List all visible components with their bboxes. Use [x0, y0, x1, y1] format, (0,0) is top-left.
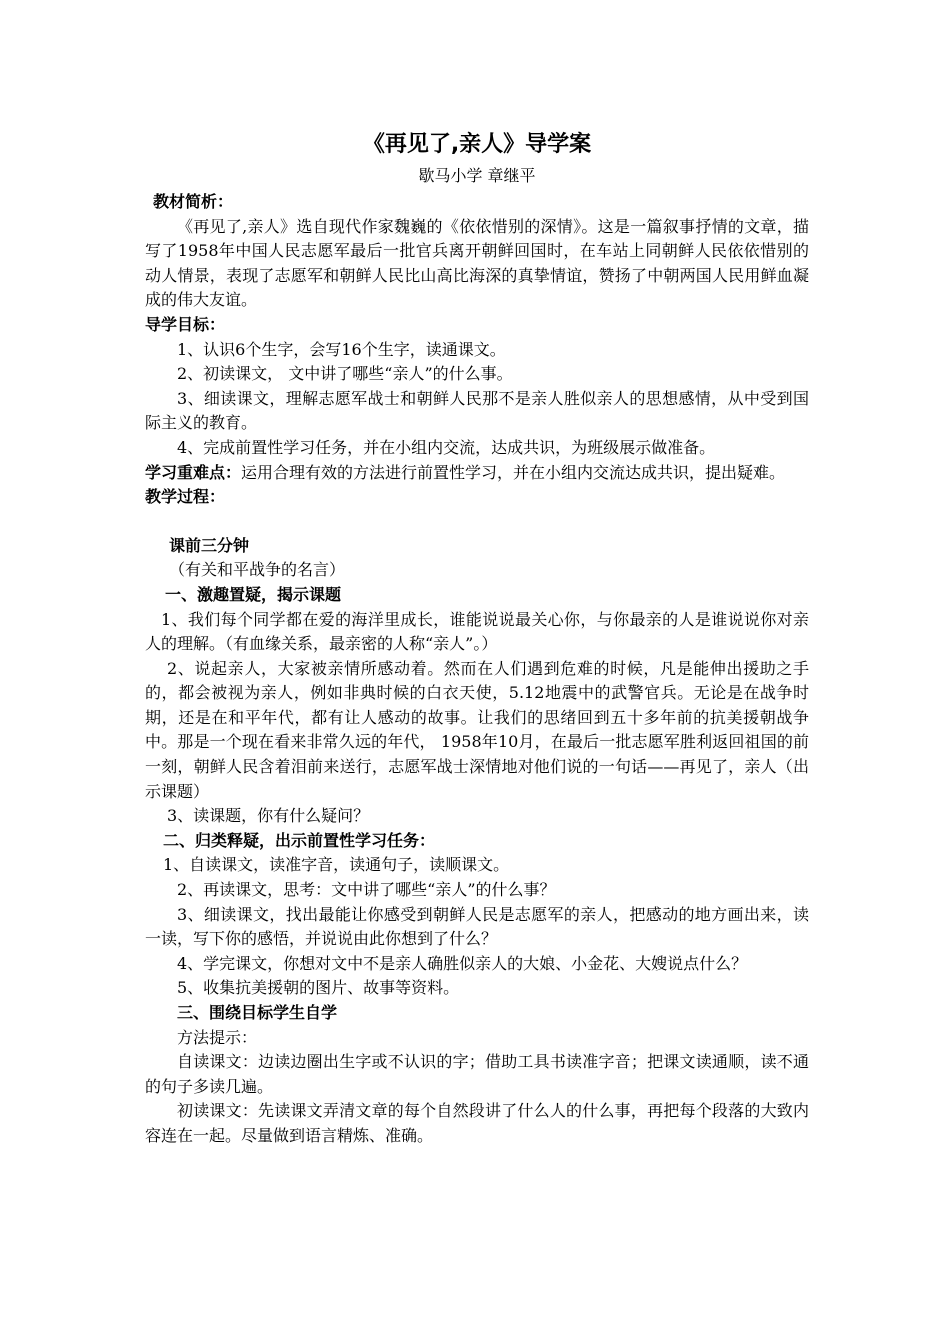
section2-item: 1、自读课文，读准字音，读通句子，读顺课文。 — [163, 855, 510, 875]
difficulty-paragraph — [145, 461, 809, 486]
goal-item: 2、初读课文， 文中讲了哪些“亲人”的什么事。 — [177, 364, 513, 384]
analysis-text: 《再见了,亲人》选自现代作家魏巍的《依依惜别的深情》。这是一篇叙事抒情的文章，描写了1958年中国人民志愿军最后一批官兵离开朝鲜回国时，在车站上同朝鲜人民依依惜别的动人情景，表现了志愿军和朝鲜人民比山高比海深的真挚情谊，赞扬了中朝两国人民用鲜血凝成的伟大友谊。 — [145, 216, 809, 310]
section3-heading: 三、围绕目标学生自学 — [177, 1003, 338, 1022]
method-item: 初读课文：先读课文弄清文章的每个自然段讲了什么人的什么事，再把每个段落的大致内容连在一起。尽量做到语言精炼、准确。 — [145, 1101, 809, 1145]
blank-line — [145, 510, 809, 534]
section2-item: 2、再读课文，思考：文中讲了哪些“亲人”的什么事？ — [177, 880, 556, 900]
difficulty-text: 运用合理有效的方法进行前置性学习，并在小组内交流达成共识，提出疑难。 — [241, 462, 786, 482]
section1-item: 3、读课题，你有什么疑问？ — [167, 806, 370, 826]
goal-item: 4、完成前置性学习任务，并在小组内交流，达成共识，为班级展示做准备。 — [177, 437, 716, 457]
document-page — [145, 128, 809, 1149]
section1-item: 1、我们每个同学都在爱的海洋里成长，谁能说说最关心你，与你最亲的人是谁说说你对亲人的理解。（有血缘关系，最亲密的人称“亲人”。） — [145, 609, 809, 654]
process-heading: 教学过程： — [145, 487, 226, 507]
analysis-heading: 教材简析： — [153, 192, 234, 211]
section1-heading: 一、激趣置疑，揭示课题 — [165, 584, 342, 604]
goal-item: 3、细读课文，理解志愿军战士和朝鲜人民那不是亲人胜似亲人的思想感情，从中受到国际主义的教育。 — [145, 388, 809, 433]
section2-item: 4、学完课文，你想对文中不是亲人确胜似亲人的大娘、小金花、大嫂说点什么？ — [177, 953, 748, 973]
document-title: 《再见了,亲人》导学案 — [362, 132, 592, 157]
goals-heading: 导学目标： — [145, 314, 226, 334]
method-item: 自读课文：边读边圈出生字或不认识的字；借助工具书读准字音；把课文读通顺，读不通的句子多读几遍。 — [145, 1052, 809, 1096]
goal-item: 1、认识6个生字，会写16个生字，读通课文。 — [177, 339, 506, 359]
difficulty-label: 学习重难点： — [145, 462, 242, 482]
document-author: 歇马小学 章继平 — [418, 166, 536, 185]
section2-heading: 二、归类释疑，出示前置性学习任务： — [163, 830, 436, 850]
pre-class-note: （有关和平战争的名言） — [169, 560, 346, 580]
pre-class-heading: 课前三分钟 — [169, 535, 250, 555]
section1-item: 2、说起亲人，大家被亲情所感动着。然而在人们遇到危难的时候，凡是能伸出援助之手的，都会被视为亲人，例如非典时候的白衣天使，5.12地震中的武警官兵。无论是在战争时期，还是在和平年代，都有让人感动的故事。让我们的思绪回到五十多年前的抗美援朝战争中。那是一个现在看来非常久远的年代， 1958年10月，在最后一批志愿军胜利返回祖国的前一刻，朝鲜人民含着泪前来送行，志愿军战士深情地对他们说的一句话——再见了，亲人（出示课题） — [145, 658, 809, 801]
section2-item: 3、细读课文，找出最能让你感受到朝鲜人民是志愿军的亲人，把感动的地方画出来，读一读，写下你的感悟，并说说由此你想到了什么？ — [145, 904, 809, 949]
section2-item: 5、收集抗美援朝的图片、故事等资料。 — [177, 978, 460, 998]
method-label: 方法提示： — [177, 1027, 258, 1047]
